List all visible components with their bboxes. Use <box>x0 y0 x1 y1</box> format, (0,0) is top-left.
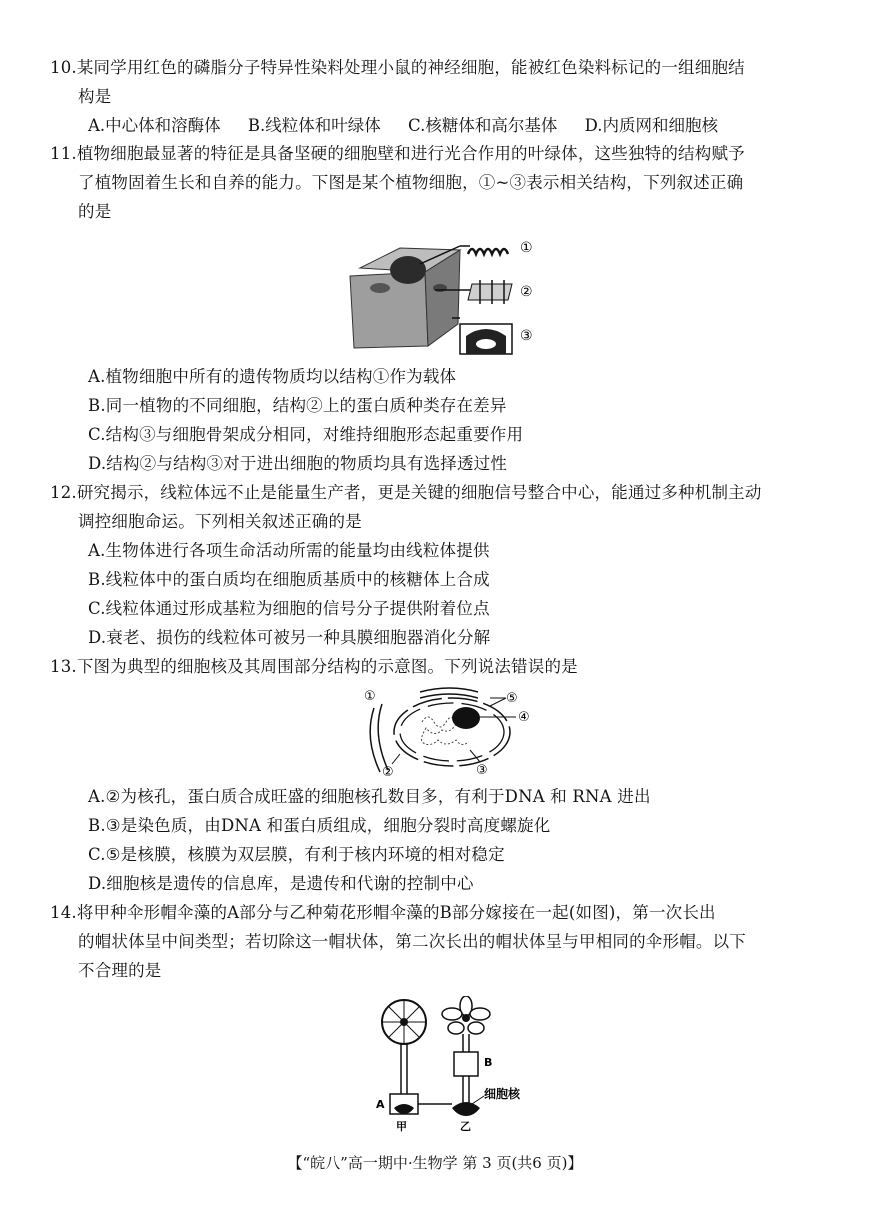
q13-stem-line1: 13.下图为典型的细胞核及其周围部分结构的示意图。下列说法错误的是 <box>50 657 578 676</box>
q14-stem-line2: 的帽状体呈中间类型；若切除这一帽状体，第二次长出的帽状体呈与甲相同的伞形帽。以下 <box>78 932 746 951</box>
chloroplast-shape <box>433 284 447 292</box>
nucleus-pointer <box>472 1096 484 1104</box>
q13-option-d[interactable]: D.细胞核是遗传的信息库，是遗传和代谢的控制中心 <box>88 874 474 893</box>
chromosome-coil <box>468 249 508 254</box>
q14-stem-line3: 不合理的是 <box>78 961 162 980</box>
cell-nucleus <box>390 256 426 284</box>
q12-option-c[interactable]: C.线粒体通过形成基粒为细胞的信号分子提供附着位点 <box>88 599 490 618</box>
q13-option-b[interactable]: B.③是染色质，由DNA 和蛋白质组成，细胞分裂时高度螺旋化 <box>88 816 551 835</box>
page-footer: 【“皖八”高一期中·生物学 第 3 页(共6 页)】 <box>287 1154 583 1172</box>
q12-option-a[interactable]: A.生物体进行各项生命活动所需的能量均由线粒体提供 <box>88 541 490 560</box>
label-b: B <box>484 1056 493 1069</box>
yi-rhizoid <box>452 1102 480 1116</box>
q11-option-d[interactable]: D.结构②与结构③对于进出细胞的物质均具有选择透过性 <box>88 454 508 473</box>
label-nucleus: 细胞核 <box>484 1087 521 1101</box>
chloroplast-shape <box>370 283 390 293</box>
label-3: ③ <box>476 763 488 778</box>
q10-stem-line1: 10.某同学用红色的磷脂分子特异性染料处理小鼠的神经细胞，能被红色染料标记的一组细胞结 <box>50 58 745 77</box>
q10-options <box>88 115 740 137</box>
umbrella-cap-ribs <box>383 1001 425 1043</box>
label-2: ② <box>520 284 533 300</box>
part-b-box <box>454 1052 478 1076</box>
q14-stem-line1: 14.将甲种伞形帽伞藻的A部分与乙种菊花形帽伞藻的B部分嫁接在一起(如图)，第一次长出 <box>50 903 716 922</box>
label-4: ④ <box>518 710 530 725</box>
label-1: ① <box>520 240 533 256</box>
q12-option-d[interactable]: D.衰老、损伤的线粒体可被另一种具膜细胞器消化分解 <box>88 628 491 647</box>
cell-front-face <box>350 272 428 348</box>
q10-option-c[interactable]: C.核糖体和高尔基体 <box>408 116 558 135</box>
label-1: ① <box>364 689 376 704</box>
q12-stem-line1: 12.研究揭示，线粒体远不止是能量生产者，更是关键的细胞信号整合中心，能通过多种机制主动 <box>50 483 762 502</box>
pointer-line-3 <box>470 750 480 762</box>
nuclear-envelope-inner <box>400 703 504 761</box>
plant-cell-figure <box>340 228 550 360</box>
label-3: ③ <box>520 328 533 344</box>
q12-stem-line2: 调控细胞命运。下列相关叙述正确的是 <box>78 512 362 531</box>
nucleus-figure <box>360 684 540 780</box>
er-strand <box>378 704 388 770</box>
pointer-line-5b <box>490 698 506 706</box>
label-jia: 甲 <box>396 1120 407 1133</box>
q11-option-a[interactable]: A.植物细胞中所有的遗传物质均以结构①作为载体 <box>88 367 457 386</box>
q11-option-c[interactable]: C.结构③与细胞骨架成分相同，对维持细胞形态起重要作用 <box>88 425 524 444</box>
q10-stem-line2: 构是 <box>78 87 112 106</box>
label-5: ⑤ <box>506 691 518 706</box>
er-strand <box>420 688 478 692</box>
membrane-structure <box>468 284 512 300</box>
q11-stem-line1: 11.植物细胞最显著的特征是具备坚硬的细胞壁和进行光合作用的叶绿体，这些独特的结构赋予 <box>50 144 745 163</box>
q11-stem-line2: 了植物固着生长和自养的能力。下图是某个植物细胞，①~③表示相关结构，下列叙述正确 <box>78 173 744 192</box>
label-yi: 乙 <box>460 1120 471 1133</box>
label-2: ② <box>382 765 394 780</box>
flower-cap-center <box>462 1014 470 1022</box>
q11-option-b[interactable]: B.同一植物的不同细胞，结构②上的蛋白质种类存在差异 <box>88 396 507 415</box>
q10-option-a[interactable]: A.中心体和溶酶体 <box>88 116 221 135</box>
q11-stem-line3: 的是 <box>78 202 112 221</box>
nucleolus <box>452 707 480 729</box>
nuclear-envelope-outer <box>394 698 510 766</box>
q12-option-b[interactable]: B.线粒体中的蛋白质均在细胞质基质中的核糖体上合成 <box>88 570 490 589</box>
q13-option-c[interactable]: C.⑤是核膜，核膜为双层膜，有利于核内环境的相对稳定 <box>88 845 505 864</box>
q10-option-b[interactable]: B.线粒体和叶绿体 <box>247 116 381 135</box>
label-a: A <box>376 1098 385 1111</box>
q10-option-d[interactable]: D.内质网和细胞核 <box>584 116 718 135</box>
q13-option-a[interactable]: A.②为核孔，蛋白质合成旺盛的细胞核孔数目多，有利于DNA 和 RNA 进出 <box>88 787 651 806</box>
cell-wall-lumen <box>476 339 496 349</box>
pointer-line-2 <box>392 754 400 764</box>
acetabularia-figure <box>366 996 536 1134</box>
